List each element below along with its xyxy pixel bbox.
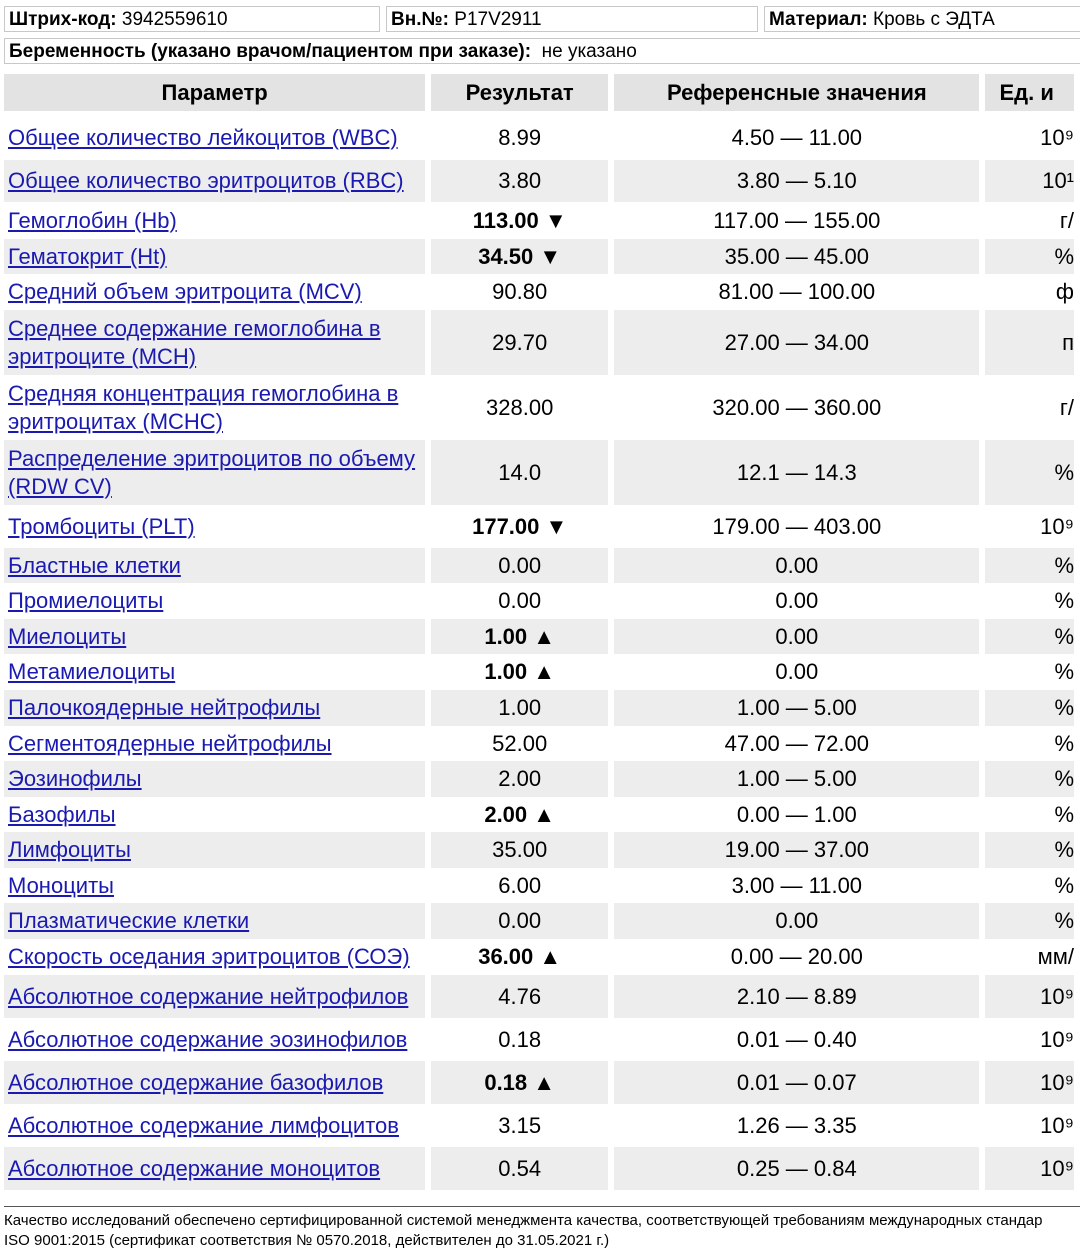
table-row: [4, 726, 1074, 761]
result-value: 0.54: [431, 1147, 608, 1190]
unit-value: %: [985, 903, 1074, 939]
unit-value: 10⁹: [985, 1147, 1074, 1190]
reference-range: 117.00 — 155.00: [614, 202, 979, 239]
parameter-cell: [4, 375, 425, 440]
parameter-link[interactable]: Абсолютное содержание лимфоцитов: [8, 1112, 399, 1138]
column-header-unit: Ед. и: [985, 74, 1074, 115]
parameter-cell: [4, 868, 425, 903]
unit-value: п: [985, 310, 1074, 375]
quality-footer: [4, 1206, 1080, 1251]
table-row: [4, 690, 1074, 726]
reference-range: 2.10 — 8.89: [614, 975, 979, 1018]
result-value: 35.00: [431, 832, 608, 868]
unit-value: %: [985, 548, 1074, 583]
parameter-link[interactable]: Общее количество лейкоцитов (WBC): [8, 124, 398, 150]
parameter-cell: [4, 115, 425, 160]
unit-value: мм/: [985, 939, 1074, 975]
table-row: [4, 939, 1074, 975]
parameter-link[interactable]: Абсолютное содержание эозинофилов: [8, 1026, 408, 1052]
result-value: 1.00: [431, 690, 608, 726]
reference-range: 0.00: [614, 583, 979, 619]
unit-value: %: [985, 832, 1074, 868]
table-row: [4, 903, 1074, 939]
reference-range: 179.00 — 403.00: [614, 505, 979, 548]
unit-value: 10⁹: [985, 115, 1074, 160]
reference-range: 35.00 — 45.00: [614, 239, 979, 274]
parameter-cell: [4, 202, 425, 239]
parameter-cell: [4, 903, 425, 939]
column-header-result: Результат: [431, 74, 608, 115]
parameter-link[interactable]: Метамиелоциты: [8, 659, 176, 684]
barcode-field: [4, 6, 380, 32]
table-row: [4, 274, 1074, 310]
parameter-link[interactable]: Бластные клетки: [8, 552, 181, 578]
unit-value: 10⁹: [985, 1104, 1074, 1147]
parameter-link[interactable]: Эозинофилы: [8, 766, 142, 791]
parameter-link[interactable]: Скорость оседания эритроцитов (СОЭ): [8, 944, 410, 969]
column-header-parameter: Параметр: [4, 74, 425, 115]
parameter-link[interactable]: Общее количество эритроцитов (RBC): [8, 168, 404, 193]
parameter-cell: [4, 239, 425, 274]
parameter-link[interactable]: Абсолютное содержание базофилов: [8, 1069, 384, 1095]
reference-range: 0.01 — 0.07: [614, 1061, 979, 1104]
parameter-link[interactable]: Гемоглобин (Hb): [8, 207, 177, 233]
table-row: [4, 619, 1074, 654]
parameter-cell: [4, 1018, 425, 1061]
table-row: [4, 1104, 1074, 1147]
parameter-cell: [4, 726, 425, 761]
results-table: [0, 74, 1080, 1190]
pregnancy-field: [4, 38, 1080, 64]
parameter-link[interactable]: Палочкоядерные нейтрофилы: [8, 695, 321, 720]
reference-range: 0.01 — 0.40: [614, 1018, 979, 1061]
reference-range: 1.00 — 5.00: [614, 690, 979, 726]
reference-range: 0.00: [614, 619, 979, 654]
reference-range: 0.00: [614, 654, 979, 690]
result-value: 3.80: [431, 160, 608, 202]
table-row: [4, 1147, 1074, 1190]
table-row: [4, 761, 1074, 797]
result-value: 4.76: [431, 975, 608, 1018]
parameter-link[interactable]: Гематокрит (Ht): [8, 243, 167, 269]
table-row: [4, 1061, 1074, 1104]
table-row: [4, 1018, 1074, 1061]
table-row: [4, 868, 1074, 903]
reference-range: 4.50 — 11.00: [614, 115, 979, 160]
parameter-link[interactable]: Абсолютное содержание моноцитов: [8, 1155, 381, 1181]
reference-range: 0.00 — 1.00: [614, 797, 979, 832]
parameter-cell: [4, 274, 425, 310]
parameter-cell: [4, 583, 425, 619]
table-row: [4, 202, 1074, 239]
internal-number-label: Вн.№:: [391, 9, 449, 30]
parameter-link[interactable]: Миелоциты: [8, 623, 127, 649]
parameter-link[interactable]: Распределение эритроцитов по объему (RDW CV): [8, 445, 416, 499]
table-row: [4, 440, 1074, 505]
result-value: 177.00 ▼: [431, 505, 608, 548]
unit-value: 10⁹: [985, 1061, 1074, 1104]
unit-value: г/: [985, 202, 1074, 239]
parameter-cell: [4, 160, 425, 202]
parameter-cell: [4, 939, 425, 975]
table-row: [4, 548, 1074, 583]
result-value: 8.99: [431, 115, 608, 160]
result-value: 1.00 ▲: [431, 619, 608, 654]
parameter-cell: [4, 619, 425, 654]
result-value: 34.50 ▼: [431, 239, 608, 274]
parameter-link[interactable]: Моноциты: [8, 872, 114, 898]
parameter-link[interactable]: Базофилы: [8, 801, 116, 827]
table-row: [4, 797, 1074, 832]
parameter-cell: [4, 440, 425, 505]
unit-value: г/: [985, 375, 1074, 440]
result-value: 1.00 ▲: [431, 654, 608, 690]
unit-value: 10⁹: [985, 505, 1074, 548]
reference-range: 12.1 — 14.3: [614, 440, 979, 505]
unit-value: 10⁹: [985, 975, 1074, 1018]
result-value: 0.18 ▲: [431, 1061, 608, 1104]
result-value: 113.00 ▼: [431, 202, 608, 239]
table-row: [4, 160, 1074, 202]
parameter-link[interactable]: Средняя концентрация гемоглобина в эритроцитах (MCHC): [8, 380, 399, 434]
parameter-cell: [4, 690, 425, 726]
reference-range: 0.25 — 0.84: [614, 1147, 979, 1190]
material-value: Кровь с ЭДТА: [873, 9, 995, 30]
result-value: 0.18: [431, 1018, 608, 1061]
reference-range: 3.00 — 11.00: [614, 868, 979, 903]
parameter-cell: [4, 1104, 425, 1147]
unit-value: %: [985, 690, 1074, 726]
parameter-link[interactable]: Тромбоциты (PLT): [8, 513, 195, 539]
result-value: 6.00: [431, 868, 608, 903]
parameter-link[interactable]: Абсолютное содержание нейтрофилов: [8, 983, 409, 1009]
parameter-link[interactable]: Плазматические клетки: [8, 908, 250, 933]
result-value: 328.00: [431, 375, 608, 440]
parameter-cell: [4, 975, 425, 1018]
table-row: [4, 239, 1074, 274]
reference-range: 320.00 — 360.00: [614, 375, 979, 440]
table-row: [4, 654, 1074, 690]
table-row: [4, 832, 1074, 868]
unit-value: %: [985, 797, 1074, 832]
parameter-cell: [4, 548, 425, 583]
result-value: 2.00: [431, 761, 608, 797]
reference-range: 81.00 — 100.00: [614, 274, 979, 310]
table-row: [4, 310, 1074, 375]
parameter-link[interactable]: Лимфоциты: [8, 837, 131, 862]
reference-range: 1.26 — 3.35: [614, 1104, 979, 1147]
table-row: [4, 583, 1074, 619]
result-value: 0.00: [431, 583, 608, 619]
parameter-link[interactable]: Сегментоядерные нейтрофилы: [8, 730, 332, 756]
reference-range: 47.00 — 72.00: [614, 726, 979, 761]
unit-value: ф: [985, 274, 1074, 310]
barcode-label: Штрих-код:: [9, 9, 117, 30]
unit-value: 10⁹: [985, 1018, 1074, 1061]
parameter-cell: [4, 505, 425, 548]
parameter-cell: [4, 761, 425, 797]
result-value: 52.00: [431, 726, 608, 761]
parameter-cell: [4, 654, 425, 690]
result-value: 0.00: [431, 548, 608, 583]
result-value: 3.15: [431, 1104, 608, 1147]
material-label: Материал:: [769, 9, 868, 30]
table-row: [4, 505, 1074, 548]
parameter-cell: [4, 1061, 425, 1104]
result-value: 90.80: [431, 274, 608, 310]
reference-range: 0.00 — 20.00: [614, 939, 979, 975]
result-value: 36.00 ▲: [431, 939, 608, 975]
material-field: [764, 6, 1080, 32]
unit-value: %: [985, 583, 1074, 619]
reference-range: 0.00: [614, 903, 979, 939]
reference-range: 3.80 — 5.10: [614, 160, 979, 202]
pregnancy-value: не указано: [541, 41, 637, 62]
table-row: [4, 375, 1074, 440]
result-value: 14.0: [431, 440, 608, 505]
parameter-cell: [4, 832, 425, 868]
table-row: [4, 975, 1074, 1018]
unit-value: %: [985, 239, 1074, 274]
unit-value: %: [985, 868, 1074, 903]
pregnancy-label: Беременность (указано врачом/пациентом при заказе):: [9, 41, 532, 62]
unit-value: %: [985, 761, 1074, 797]
table-header-row: [4, 74, 1074, 115]
parameter-cell: [4, 310, 425, 375]
result-value: 29.70: [431, 310, 608, 375]
internal-number-value: P17V2911: [454, 9, 542, 30]
reference-range: 1.00 — 5.00: [614, 761, 979, 797]
parameter-cell: [4, 1147, 425, 1190]
result-value: 2.00 ▲: [431, 797, 608, 832]
unit-value: %: [985, 619, 1074, 654]
reference-range: 27.00 — 34.00: [614, 310, 979, 375]
reference-range: 19.00 — 37.00: [614, 832, 979, 868]
reference-range: 0.00: [614, 548, 979, 583]
internal-number-field: [386, 6, 758, 32]
column-header-reference: Референсные значения: [614, 74, 979, 115]
unit-value: %: [985, 440, 1074, 505]
table-row: [4, 115, 1074, 160]
barcode-value: 3942559610: [121, 9, 228, 30]
parameter-link[interactable]: Средний объем эритроцита (MCV): [8, 279, 362, 304]
unit-value: %: [985, 654, 1074, 690]
parameter-link[interactable]: Промиелоциты: [8, 588, 164, 613]
parameter-link[interactable]: Среднее содержание гемоглобина в эритроците (MCH): [8, 315, 381, 369]
footer-line-2: ISO 9001:2015 (сертификат соответствия № 0570.2018, действителен до 31.05.2021 г.): [4, 1232, 610, 1249]
footer-line-1: Качество исследований обеспечено сертифицированной системой менеджмента качества, соответствующей требованиям международных стандар: [4, 1212, 1043, 1229]
result-value: 0.00: [431, 903, 608, 939]
parameter-cell: [4, 797, 425, 832]
unit-value: 10¹: [985, 160, 1074, 202]
unit-value: %: [985, 726, 1074, 761]
